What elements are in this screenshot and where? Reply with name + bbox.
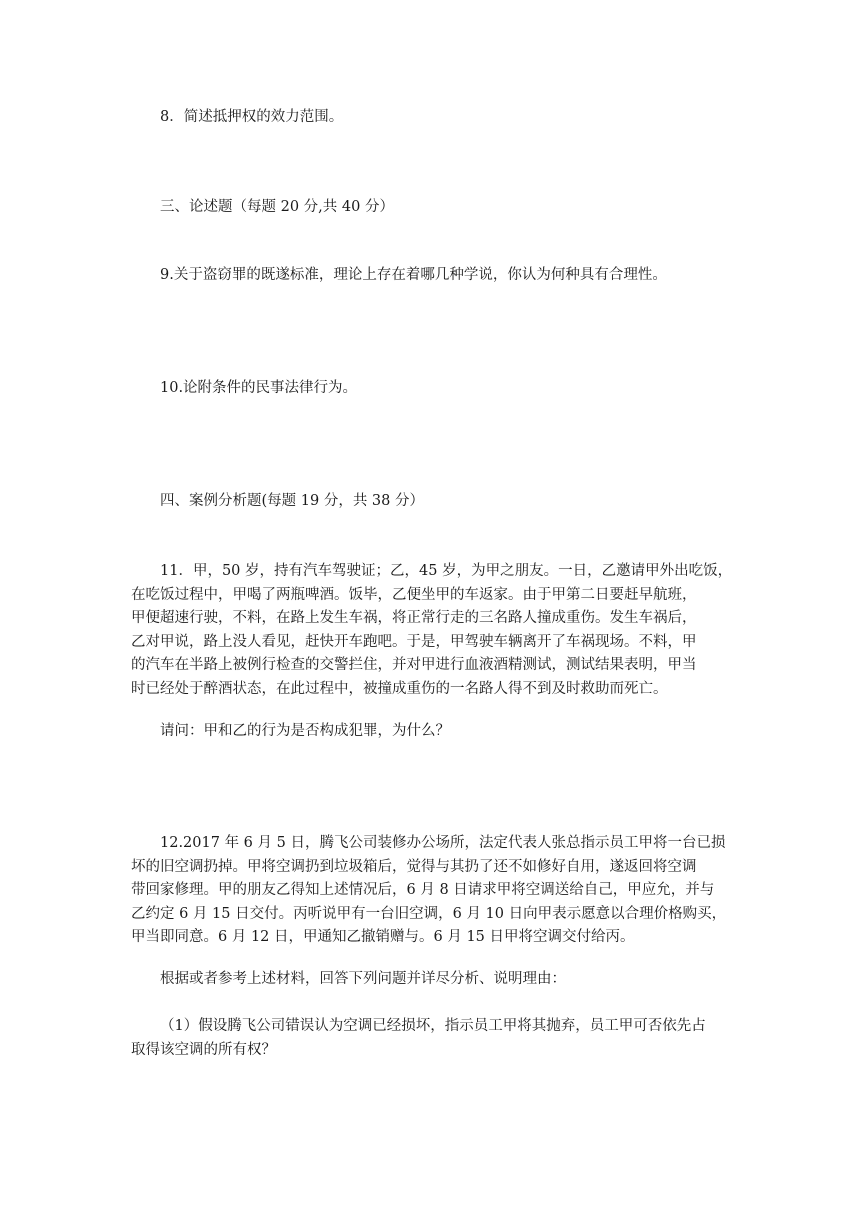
question-11-line: 时已经处于醉酒状态，在此过程中，被撞成重伤的一名路人得不到及时救助而死亡。	[131, 680, 668, 697]
question-12-line: 乙约定 6 月 15 日交付。丙听说甲有一台旧空调，6 月 10 日向甲表示愿意以合理价格购买，	[131, 905, 727, 922]
question-12-line: 坏的旧空调扔掉。甲将空调扔到垃圾箱后，觉得与其扔了还不如修好自用，遂返回将空调	[131, 858, 697, 875]
question-11-line: 乙对甲说，路上没人看见，赶快开车跑吧。于是，甲驾驶车辆离开了车祸现场。不料，甲	[131, 633, 697, 650]
question-12-line: 12.2017 年 6 月 5 日，腾飞公司装修办公场所，法定代表人张总指示员工甲将一台已损	[160, 835, 726, 851]
question-12-sub-1-line: （1）假设腾飞公司错误认为空调已经损坏，指示员工甲将其抛弃，员工甲可否依先占	[160, 1018, 706, 1034]
question-10: 10.论附条件的民事法律行为。	[160, 380, 358, 396]
question-12-sub-1-line: 取得该空调的所有权？	[131, 1041, 276, 1058]
question-11-body	[131, 560, 741, 701]
section-4-heading: 四、案例分析题(每题 19 分，共 38 分）	[160, 493, 424, 509]
question-11-prompt: 请问：甲和乙的行为是否构成犯罪，为什么？	[160, 723, 450, 739]
question-11-line: 在吃饭过程中，甲喝了两瓶啤酒。饭毕，乙便坐甲的车返家。由于甲第二日要赶早航班，	[131, 586, 697, 603]
question-12-line: 甲当即同意。6 月 12 日，甲通知乙撤销赠与。6 月 15 日甲将空调交付给丙。	[131, 929, 635, 945]
question-11-line: 的汽车在半路上被例行检查的交警拦住，并对甲进行血液酒精测试，测试结果表明，甲当	[131, 657, 697, 673]
question-12-body	[131, 832, 741, 950]
question-12-instruction: 根据或者参考上述材料，回答下列问题并详尽分析、说明理由：	[160, 971, 566, 987]
section-3-heading: 三、论述题（每题 20 分,共 40 分）	[160, 199, 394, 215]
question-12-line: 带回家修理。甲的朋友乙得知上述情况后，6 月 8 日请求甲将空调送给自己，甲应允，并与	[131, 882, 715, 898]
question-11-line: 甲便超速行驶，不料，在路上发生车祸，将正常行走的三名路人撞成重伤。发生车祸后，	[131, 610, 697, 626]
question-8: 8．简述抵押权的效力范围。	[160, 109, 344, 125]
question-11-line: 11．甲，50 岁，持有汽车驾驶证；乙，45 岁，为甲之朋友。一日，乙邀请甲外出吃饭，	[160, 563, 733, 579]
question-9: 9.关于盗窃罪的既遂标准，理论上存在着哪几种学说，你认为何种具有合理性。	[160, 267, 667, 283]
question-12-sub-1	[131, 1015, 741, 1062]
